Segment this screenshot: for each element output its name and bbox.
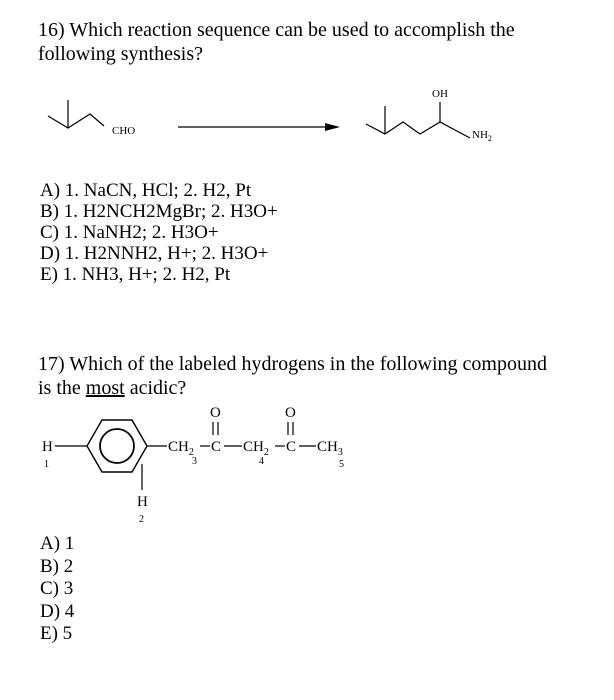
- question-17-line2: is the most acidic?: [38, 377, 187, 399]
- reactant-cho-label: CHO: [112, 125, 136, 137]
- reactant-skeleton: [48, 114, 104, 128]
- carbon-3-number: 3: [192, 456, 197, 467]
- carbon-5-number: 5: [339, 459, 344, 470]
- question-16-line1: 16) Which reaction sequence can be used to accomplish the: [38, 19, 515, 41]
- option-17-b[interactable]: B) 2: [40, 555, 74, 577]
- option-17-e[interactable]: E) 5: [40, 623, 73, 644]
- product-nh2-label: $NH_2$: [472, 129, 492, 143]
- hydrogen-1-label: H: [42, 439, 53, 455]
- question-17-structure: [0, 400, 614, 535]
- question-17-options: [40, 533, 74, 646]
- option-16-c[interactable]: C) 1. NaNH2; 2. H3O+: [40, 222, 219, 243]
- question-16-line2: following synthesis?: [38, 43, 203, 65]
- ch3-label: $CH_3$: [317, 439, 343, 458]
- question-17-line1: 17) Which of the labeled hydrogens in the following compound: [38, 353, 547, 375]
- benzene-ring: [87, 420, 147, 472]
- hydrogen-2-number: 2: [139, 514, 144, 525]
- option-17-a[interactable]: A) 1: [40, 533, 75, 554]
- option-16-d[interactable]: D) 1. H2NNH2, H+; 2. H3O+: [40, 243, 269, 264]
- carbon-4-number: 4: [259, 456, 264, 467]
- emphasis-most: most: [85, 377, 125, 399]
- option-17-c[interactable]: C) 3: [40, 578, 74, 599]
- option-16-b[interactable]: B) 1. H2NCH2MgBr; 2. H3O+: [40, 201, 278, 222]
- ch2-a-label: $CH_2$: [168, 439, 194, 458]
- benzene-aromatic-circle: [100, 429, 134, 463]
- reaction-arrow-head: [325, 123, 340, 131]
- product-skeleton: [366, 122, 470, 138]
- oxygen-b-label: O: [285, 405, 296, 421]
- carbonyl-c-b-label: C: [286, 439, 297, 455]
- question-17-text: [38, 352, 547, 400]
- question-16-options: [40, 180, 278, 285]
- hydrogen-2-label: H: [137, 494, 148, 510]
- option-16-a[interactable]: A) 1. NaCN, HCl; 2. H2, Pt: [40, 180, 252, 201]
- question-16-reaction-scheme: [0, 80, 614, 160]
- oxygen-a-label: O: [210, 405, 221, 421]
- question-16-text: [38, 18, 515, 66]
- option-17-d[interactable]: D) 4: [40, 600, 75, 622]
- hydrogen-1-number: 1: [44, 459, 49, 470]
- carbonyl-c-a-label: C: [211, 439, 222, 455]
- ch2-b-label: $CH_2$: [243, 439, 269, 458]
- product-oh-label: OH: [432, 88, 448, 100]
- option-16-e[interactable]: E) 1. NH3, H+; 2. H2, Pt: [40, 264, 231, 285]
